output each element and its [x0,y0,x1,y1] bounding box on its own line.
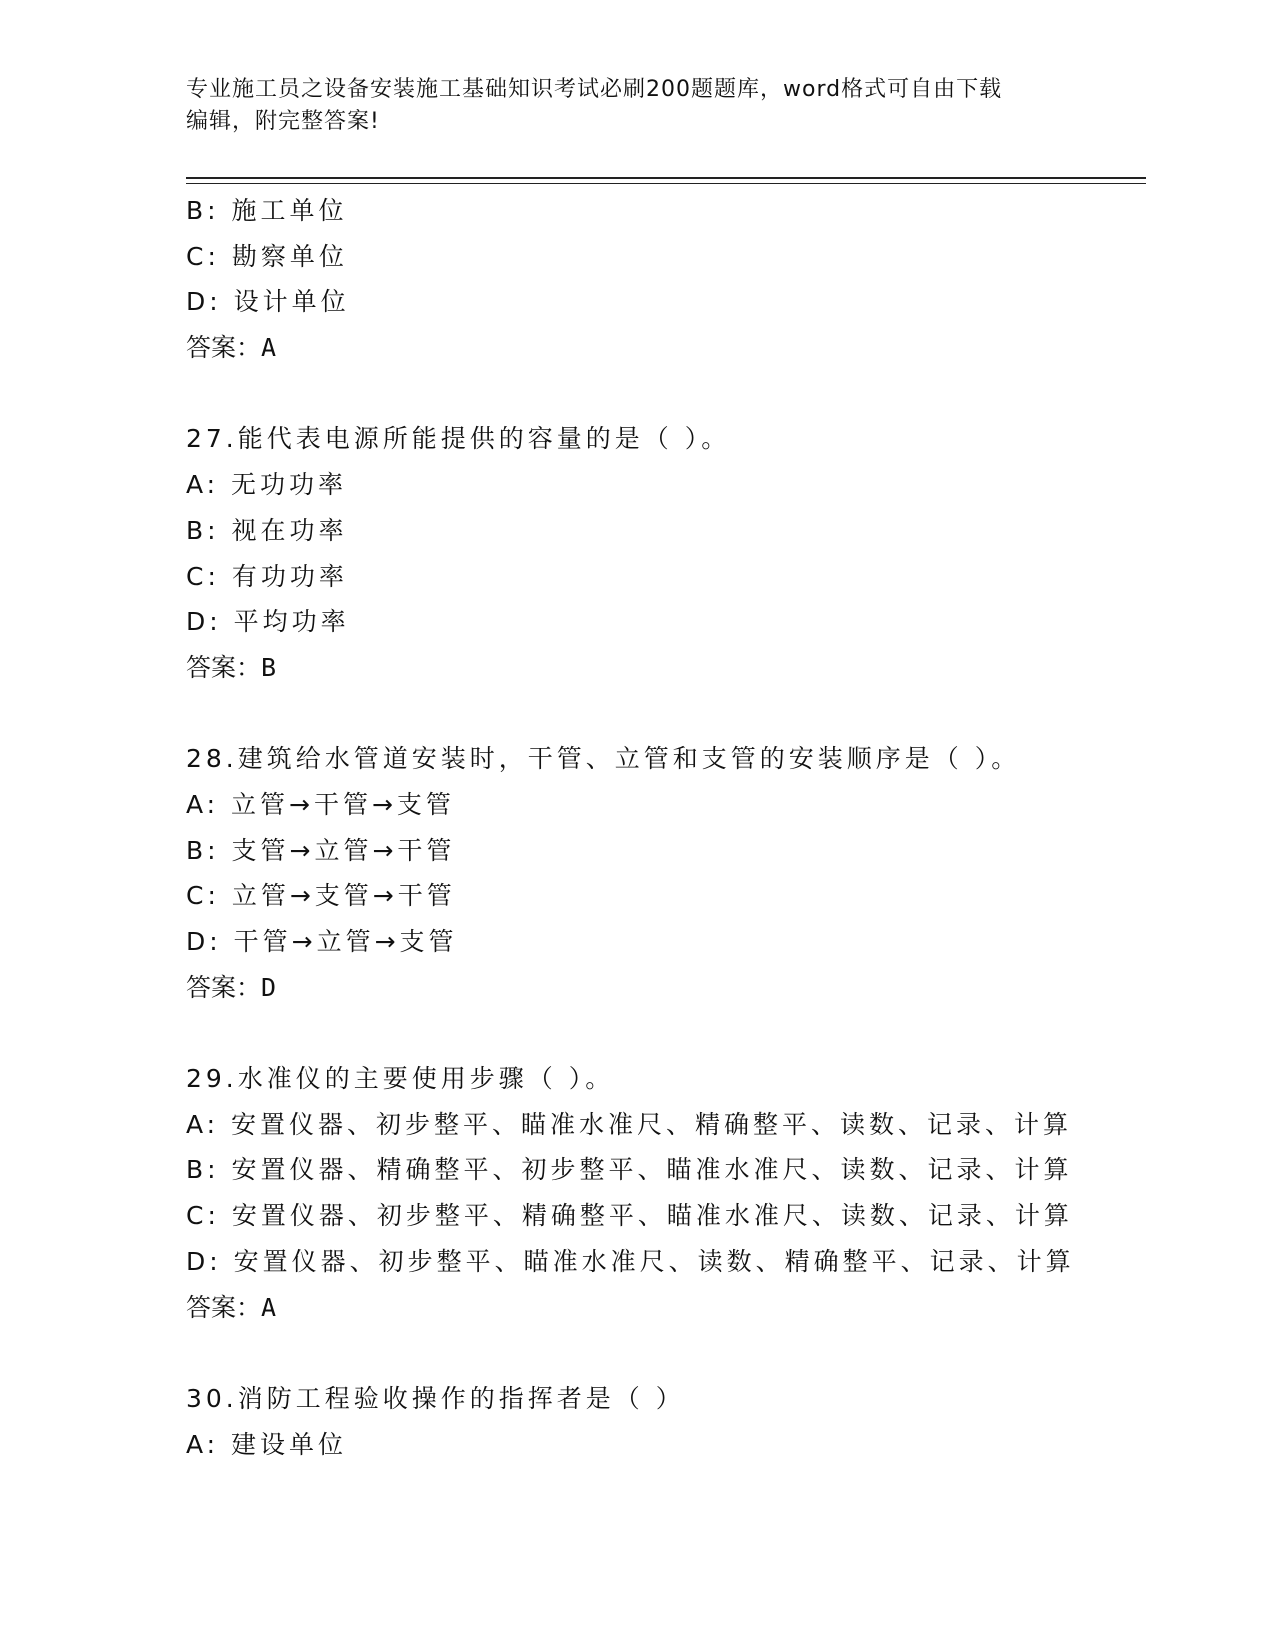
answer-label: 答案： [186,652,262,682]
option-a: A: 建设单位 [186,1429,348,1459]
option-b: B: 支管→立管→干管 [186,835,456,865]
answer-line [186,1285,1146,1331]
option-b: B: 视在功率 [186,515,348,545]
spacer [186,691,1146,737]
option-b: B: 安置仪器、精确整平、初步整平、瞄准水准尺、读数、记录、计算 [186,1155,1073,1185]
option-a: A: 无功功率 [186,470,348,500]
spacer [186,1010,1146,1056]
answer-label: 答案： [186,972,262,1002]
question-stem: 29.水准仪的主要使用步骤（ ）。 [186,1064,615,1094]
answer-line [186,645,1146,691]
document-header-title: 专业施工员之设备安装施工基础知识考试必刷200题题库，word格式可自由下载 编辑，附完整答案! [186,77,1003,134]
answer-label: 答案： [186,1292,262,1322]
spacer [186,1330,1146,1376]
question-stem: 28.建筑给水管道安装时，干管、立管和支管的安装顺序是（ ）。 [186,744,1021,774]
option-c: C: 安置仪器、初步整平、精确整平、瞄准水准尺、读数、记录、计算 [186,1201,1073,1231]
answer-line [186,325,1146,371]
question-stem: 27.能代表电源所能提供的容量的是（ ）。 [186,424,731,454]
option-c: C: 立管→支管→干管 [186,881,456,911]
option-b: B: 施工单位 [186,196,348,225]
answer-value: A [261,333,277,363]
spacer [186,371,1146,417]
option-a: A: 安置仪器、初步整平、瞄准水准尺、精确整平、读数、记录、计算 [186,1109,1073,1139]
answer-line [186,965,1146,1011]
header-divider-thin [186,183,1146,184]
option-c: C: 有功功率 [186,561,348,591]
option-d: D: 干管→立管→支管 [186,927,458,956]
option-a: A: 立管→干管→支管 [186,789,455,819]
header-divider-thick [186,177,1146,179]
option-d: D: 平均功率 [186,607,350,637]
answer-value: A [261,1292,277,1322]
answer-value: D [261,972,277,1002]
option-c: C: 勘察单位 [186,241,348,271]
option-d: D: 安置仪器、初步整平、瞄准水准尺、读数、精确整平、记录、计算 [186,1246,1075,1276]
answer-label: 答案： [186,333,262,363]
answer-value: B [261,652,277,682]
question-list [186,188,1146,1467]
question-stem: 30.消防工程验收操作的指挥者是（ ） [186,1383,685,1413]
option-d: D: 设计单位 [186,287,350,317]
